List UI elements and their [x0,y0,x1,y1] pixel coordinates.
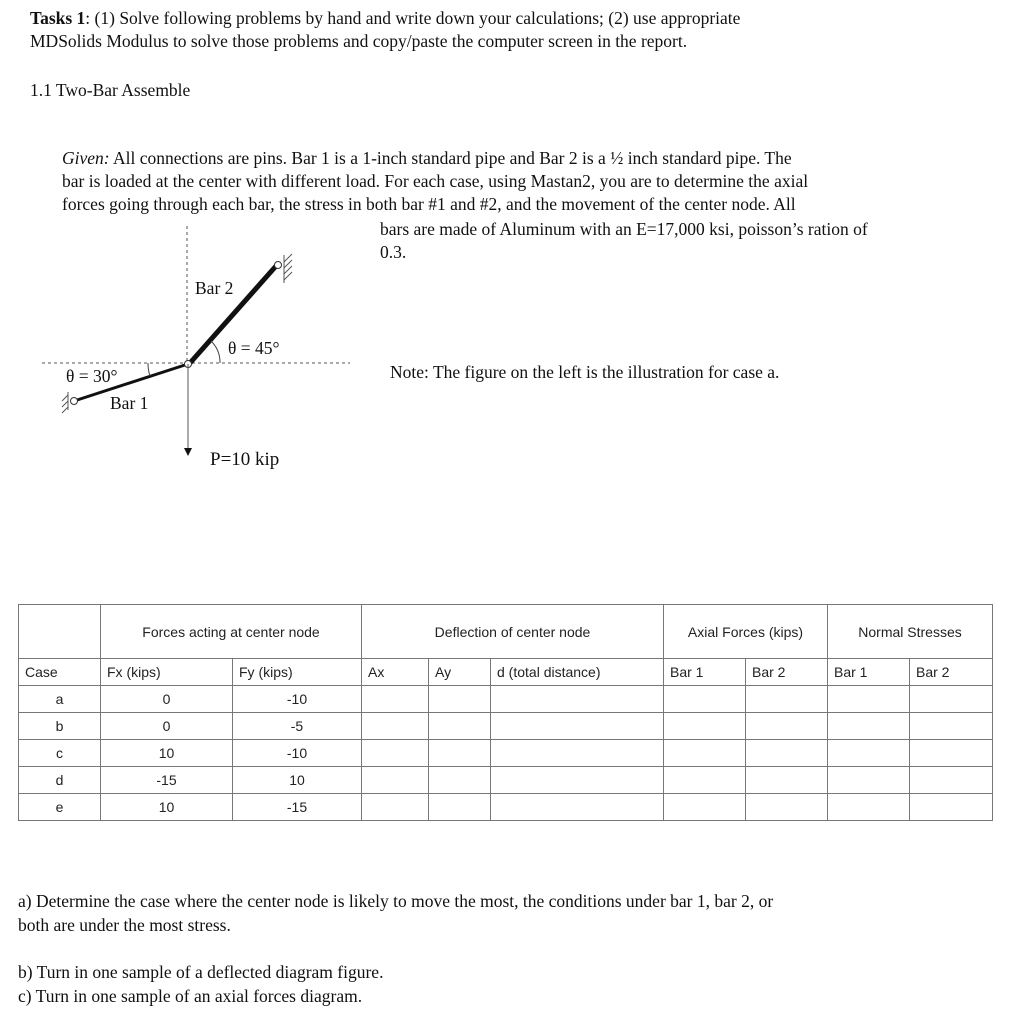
fx-cell: 10 [101,740,233,767]
empty-answer-cell [828,713,910,740]
theta30-label: θ = 30° [66,366,118,386]
empty-answer-cell [429,686,491,713]
empty-answer-cell [828,794,910,821]
empty-answer-cell [362,713,429,740]
fy-cell: -10 [233,686,362,713]
table-row [19,713,993,740]
empty-answer-cell [746,713,828,740]
empty-answer-cell [910,794,993,821]
given-line5: 0.3. [380,242,407,262]
question-b: b) Turn in one sample of a deflected diagram figure. [18,962,384,982]
empty-answer-cell [429,794,491,821]
given-line2: bar is loaded at the center with different load. For each case, using Mastan2, you are to determine the axial [62,171,809,191]
column-header: d (total distance) [491,659,664,686]
angle-45-arc [211,341,220,363]
fy-cell: 10 [233,767,362,794]
column-header: Bar 1 [828,659,910,686]
empty-answer-cell [362,767,429,794]
column-header: Bar 2 [910,659,993,686]
case-cell: d [19,767,101,794]
task-text: : (1) Solve following problems by hand and write down your calculations; (2) use appropriate [85,8,741,28]
empty-answer-cell [664,740,746,767]
given-line4: bars are made of Aluminum with an E=17,000 ksi, poisson’s ration of [380,219,868,239]
bar2-label: Bar 2 [195,278,234,298]
ground-hatch-right-icon [284,254,292,283]
empty-answer-cell [910,713,993,740]
empty-answer-cell [910,740,993,767]
group-header-row [19,605,993,659]
empty-answer-cell [910,686,993,713]
column-header: Ay [429,659,491,686]
empty-answer-cell [491,686,664,713]
question-a-line2: both are under the most stress. [18,915,231,935]
given-text: All connections are pins. Bar 1 is a 1-inch standard pipe and Bar 2 is a ½ inch standard pipe. The [109,148,792,168]
empty-answer-cell [429,713,491,740]
case-cell: a [19,686,101,713]
empty-answer-cell [746,740,828,767]
table-row [19,740,993,767]
group-header: Forces acting at center node [101,605,362,659]
column-header: Case [19,659,101,686]
empty-answer-cell [746,767,828,794]
bar1-pin-support [71,398,78,405]
figure-note: Note: The figure on the left is the illustration for case a. [390,362,780,382]
theta45-label: θ = 45° [228,338,280,358]
case-cell: b [19,713,101,740]
case-cell: e [19,794,101,821]
column-header: Bar 1 [664,659,746,686]
fy-cell: -10 [233,740,362,767]
fx-cell: 10 [101,794,233,821]
column-header: Bar 2 [746,659,828,686]
table-row [19,794,993,821]
table-row [19,686,993,713]
group-header: Normal Stresses [828,605,993,659]
empty-answer-cell [429,767,491,794]
empty-answer-cell [664,767,746,794]
bar1-label: Bar 1 [110,393,149,413]
column-header: Fy (kips) [233,659,362,686]
table-row [19,767,993,794]
empty-answer-cell [664,713,746,740]
empty-answer-cell [828,740,910,767]
empty-answer-cell [429,740,491,767]
empty-answer-cell [746,686,828,713]
question-c: c) Turn in one sample of an axial forces diagram. [18,986,363,1006]
column-header: Ax [362,659,429,686]
empty-answer-cell [491,713,664,740]
case-cell: c [19,740,101,767]
ground-hatch-left-icon [62,392,68,413]
fy-cell: -5 [233,713,362,740]
empty-answer-cell [664,794,746,821]
empty-answer-cell [362,686,429,713]
section-title: 1.1 Two-Bar Assemble [30,80,191,100]
empty-answer-cell [746,794,828,821]
empty-answer-cell [664,686,746,713]
empty-answer-cell [362,794,429,821]
empty-answer-cell [362,740,429,767]
load-arrow-head-icon [184,448,192,456]
task-heading-line2: MDSolids Modulus to solve those problems and copy/paste the computer screen in the report. [30,31,688,51]
results-table [18,604,993,821]
fx-cell: -15 [101,767,233,794]
empty-header-cell [19,605,101,659]
question-a-line1: a) Determine the case where the center node is likely to move the most, the conditions under bar 1, bar 2, or [18,891,774,911]
column-header: Fx (kips) [101,659,233,686]
fy-cell: -15 [233,794,362,821]
fx-cell: 0 [101,713,233,740]
bar2-pin-support [275,262,282,269]
fx-cell: 0 [101,686,233,713]
group-header: Deflection of center node [362,605,664,659]
empty-answer-cell [828,767,910,794]
given-label: Given: [62,148,110,168]
empty-answer-cell [910,767,993,794]
given-line3: forces going through each bar, the stress in both bar #1 and #2, and the movement of the center node. All [62,194,796,214]
load-label: P=10 kip [210,449,280,470]
empty-answer-cell [491,740,664,767]
task-label: Tasks 1 [30,8,86,28]
angle-30-arc [148,363,150,376]
column-header-row [19,659,993,686]
empty-answer-cell [491,767,664,794]
empty-answer-cell [828,686,910,713]
two-bar-figure [0,0,400,480]
empty-answer-cell [491,794,664,821]
group-header: Axial Forces (kips) [664,605,828,659]
